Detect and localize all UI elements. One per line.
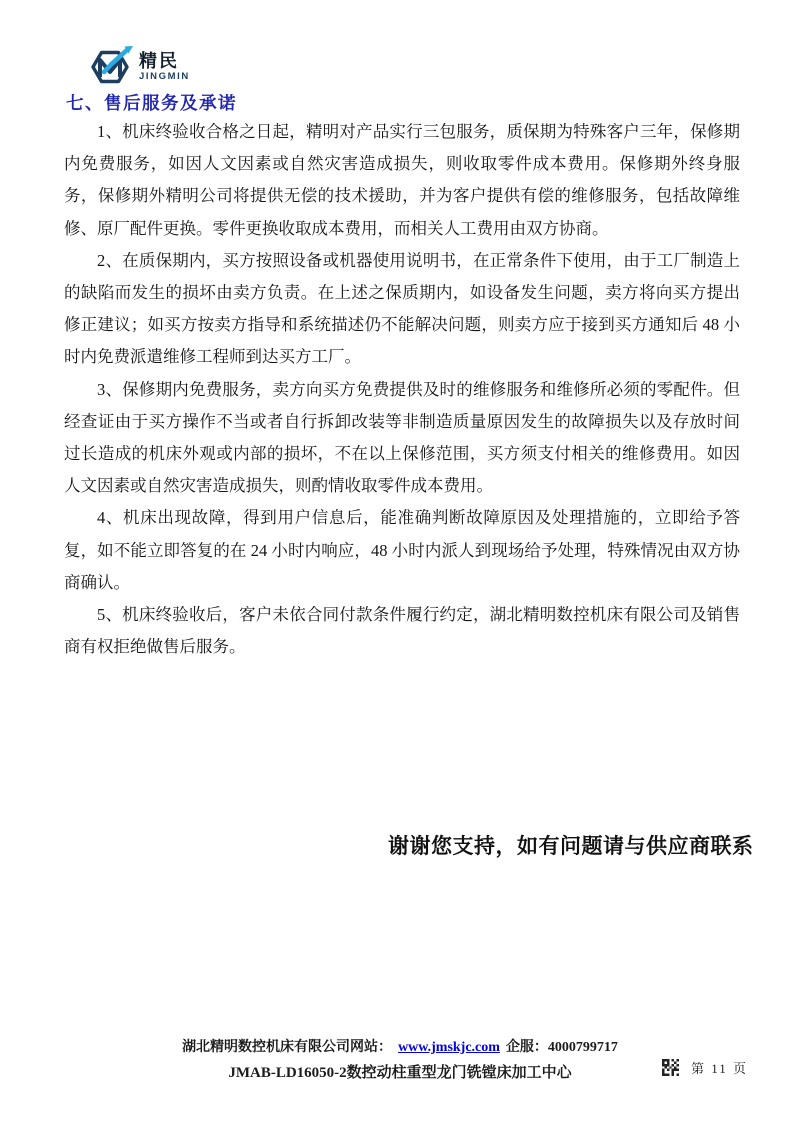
company-logo <box>88 46 190 88</box>
footer-product-line: JMAB-LD16050-2数控动柱重型龙门铣镗床加工中心 <box>228 1065 572 1081</box>
website-link[interactable]: www.jmskjc.com <box>398 1040 500 1055</box>
closing-note: 谢谢您支持，如有问题请与供应商联系 <box>388 834 754 858</box>
footer-contact-line <box>0 1036 800 1056</box>
paragraph-3: 3、保修期内免费服务，卖方向买方免费提供及时的维修服务和维修所必须的零配件。但经查证由于买方操作不当或者自行拆卸改装等非制造质量原因发生的故障损失以及存放时间过长造成的机床外观或内部的损坏，不在以上保修范围，买方须支付相关的维修费用。如因人文因素或自然灾害造成损失，则酌情收取零件成本费用。 <box>64 379 740 496</box>
section-heading: 七、售后服务及承诺 <box>66 93 237 113</box>
paragraph-4: 4、机床出现故障，得到用户信息后，能准确判断故障原因及处理措施的，立即给予答复，如不能立即答复的在 24 小时内响应，48 小时内派人到现场给予处理，特殊情况由双方协商确认。 <box>64 508 740 592</box>
logo-wordmark <box>139 52 190 82</box>
qr-code-icon <box>662 1059 679 1076</box>
paragraph-5: 5、机床终验收后，客户未依合同付款条件履行约定，湖北精明数控机床有限公司及销售商有权拒绝做售后服务。 <box>64 605 740 657</box>
document-body <box>64 116 740 663</box>
paragraph-1: 1、机床终验收合格之日起，精明对产品实行三包服务，质保期为特殊客户三年，保修期内免费服务，如因人文因素或自然灾害造成损失，则收取零件成本费用。保修期外终身服务，保修期外精明公司将提供无偿的技术援助，并为客户提供有偿的维修服务，包括故障维修、原厂配件更换。零件更换收取成本费用，而相关人工费用由双方协商。 <box>64 122 740 238</box>
jingmin-hexagon-logo-icon <box>88 46 134 88</box>
logo-name-chinese: 精民 <box>139 51 179 72</box>
logo-name-english: JINGMIN <box>139 71 190 83</box>
footer-service-phone: 企服：4000799717 <box>505 1040 618 1055</box>
page-info <box>662 1058 748 1077</box>
paragraph-2: 2、在质保期内，买方按照设备或机器使用说明书，在正常条件下使用，由于工厂制造上的缺陷而发生的损坏由卖方负责。在上述之保质期内，如设备发生问题，卖方将向买方提出修正建议；如买方按卖方指导和系统描述仍不能解决问题，则卖方应于接到买方通知后 48 小时内免费派遣维修工程师到达买方工厂。 <box>64 250 740 367</box>
page-number: 第 11 页 <box>690 1061 748 1076</box>
footer-site-label: 湖北精明数控机床有限公司网站： <box>182 1040 393 1055</box>
